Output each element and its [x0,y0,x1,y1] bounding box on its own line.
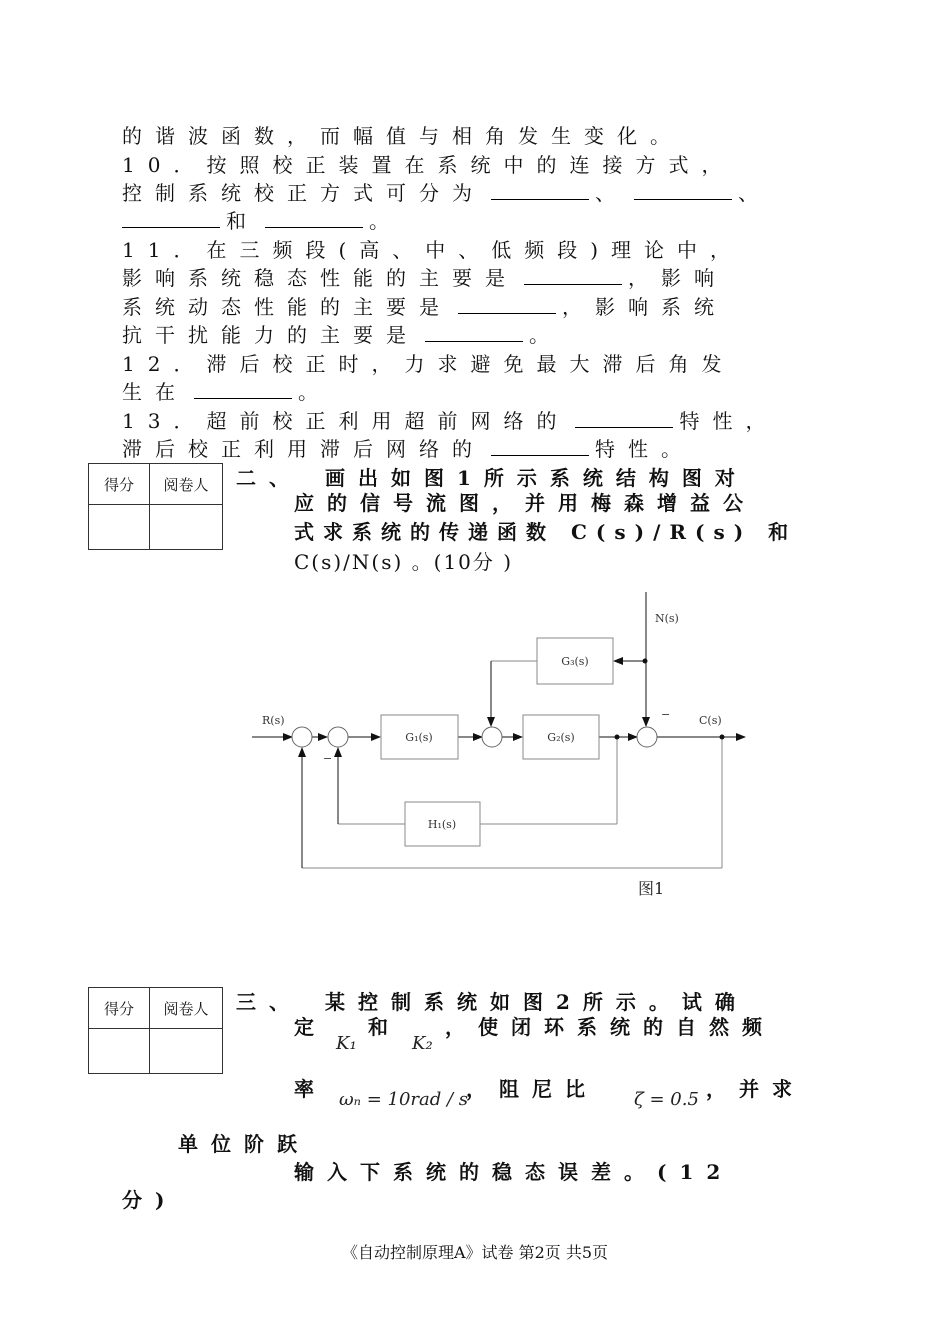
section-3-text: ，并求 [706,1077,805,1101]
score-header: 得分 [89,464,150,505]
summing-junction [482,727,502,747]
grader-header: 阅卷人 [150,988,223,1029]
g2-label: G₂(s) [547,731,575,744]
figure-caption: 图1 [638,879,665,898]
page-footer: 《自动控制原理A》试卷 第2页 共5页 [341,1243,609,1262]
k2-symbol: K₂ [412,1033,433,1054]
minus-sign: − [323,752,333,765]
summing-junction [637,727,657,747]
zeta-formula: ζ = 0.5 [634,1089,699,1110]
section-3-text: 和 [368,1015,401,1039]
minus-sign: − [661,708,671,721]
text-line: 抗干扰能力的主要是 。 [122,323,562,347]
question-10: 10．按照校正装置在系统中的连接方式， [122,153,735,177]
n-label: N(s) [655,612,679,625]
g3-label: G₃(s) [561,655,589,668]
text-line: 影响系统稳态性能的主要是 ，影响 [122,266,727,290]
summing-junction [292,727,312,747]
omega-formula: ωₙ = 10rad / s [339,1089,469,1110]
text-line: 和 。 [122,209,402,233]
g1-label: G₁(s) [405,731,433,744]
section-2-text: C(s)/N(s) 。(10分 ) [294,550,514,574]
section-3-heading: 三、 某控制系统如图2所示。试确 [236,990,748,1014]
section-2-text: 式求系统的传递函数 C(s)/R(s) 和 [294,520,798,544]
grader-cell[interactable] [150,1029,223,1074]
k1-symbol: K₁ [336,1033,357,1054]
section-3-text: ，使闭环系统的自然频 [445,1015,775,1039]
c-label: C(s) [699,714,722,727]
section-3-text: 单位阶跃 [178,1132,310,1156]
section-3-text: 率 [294,1077,327,1101]
section-3-text: 分) [122,1188,178,1212]
score-cell[interactable] [89,1029,150,1074]
text-line: 系统动态性能的主要是 ，影响系统 [122,295,727,319]
section-3-text: 输入下系统的稳态误差。(12 [294,1160,734,1184]
text-line: 的谐波函数，而幅值与相角发生变化。 [122,124,683,148]
score-header: 得分 [89,988,150,1029]
section-3-text: ，阻尼比 [466,1077,598,1101]
text-line: 控制系统校正方式可分为 、 、 [122,181,771,205]
section-2-text: 应的信号流图，并用梅森增益公 [294,491,756,515]
r-label: R(s) [262,714,285,727]
h1-label: H₁(s) [427,818,457,831]
section-2-heading: 二、 画出如图1所示系统结构图对 [236,466,748,490]
question-11: 11．在三频段(高、中、低频段)理论中， [122,238,744,262]
score-table [88,987,223,1074]
grader-header: 阅卷人 [150,464,223,505]
summing-junction [328,727,348,747]
question-12: 12．滞后校正时，力求避免最大滞后角发 [122,352,735,376]
section-3-text: 定 [294,1015,327,1039]
text-line: 生在 。 [122,380,331,404]
text-line: 滞后校正利用滞后网络的 特性。 [122,437,694,461]
question-13: 13．超前校正利用超前网络的 特性， [122,409,779,433]
